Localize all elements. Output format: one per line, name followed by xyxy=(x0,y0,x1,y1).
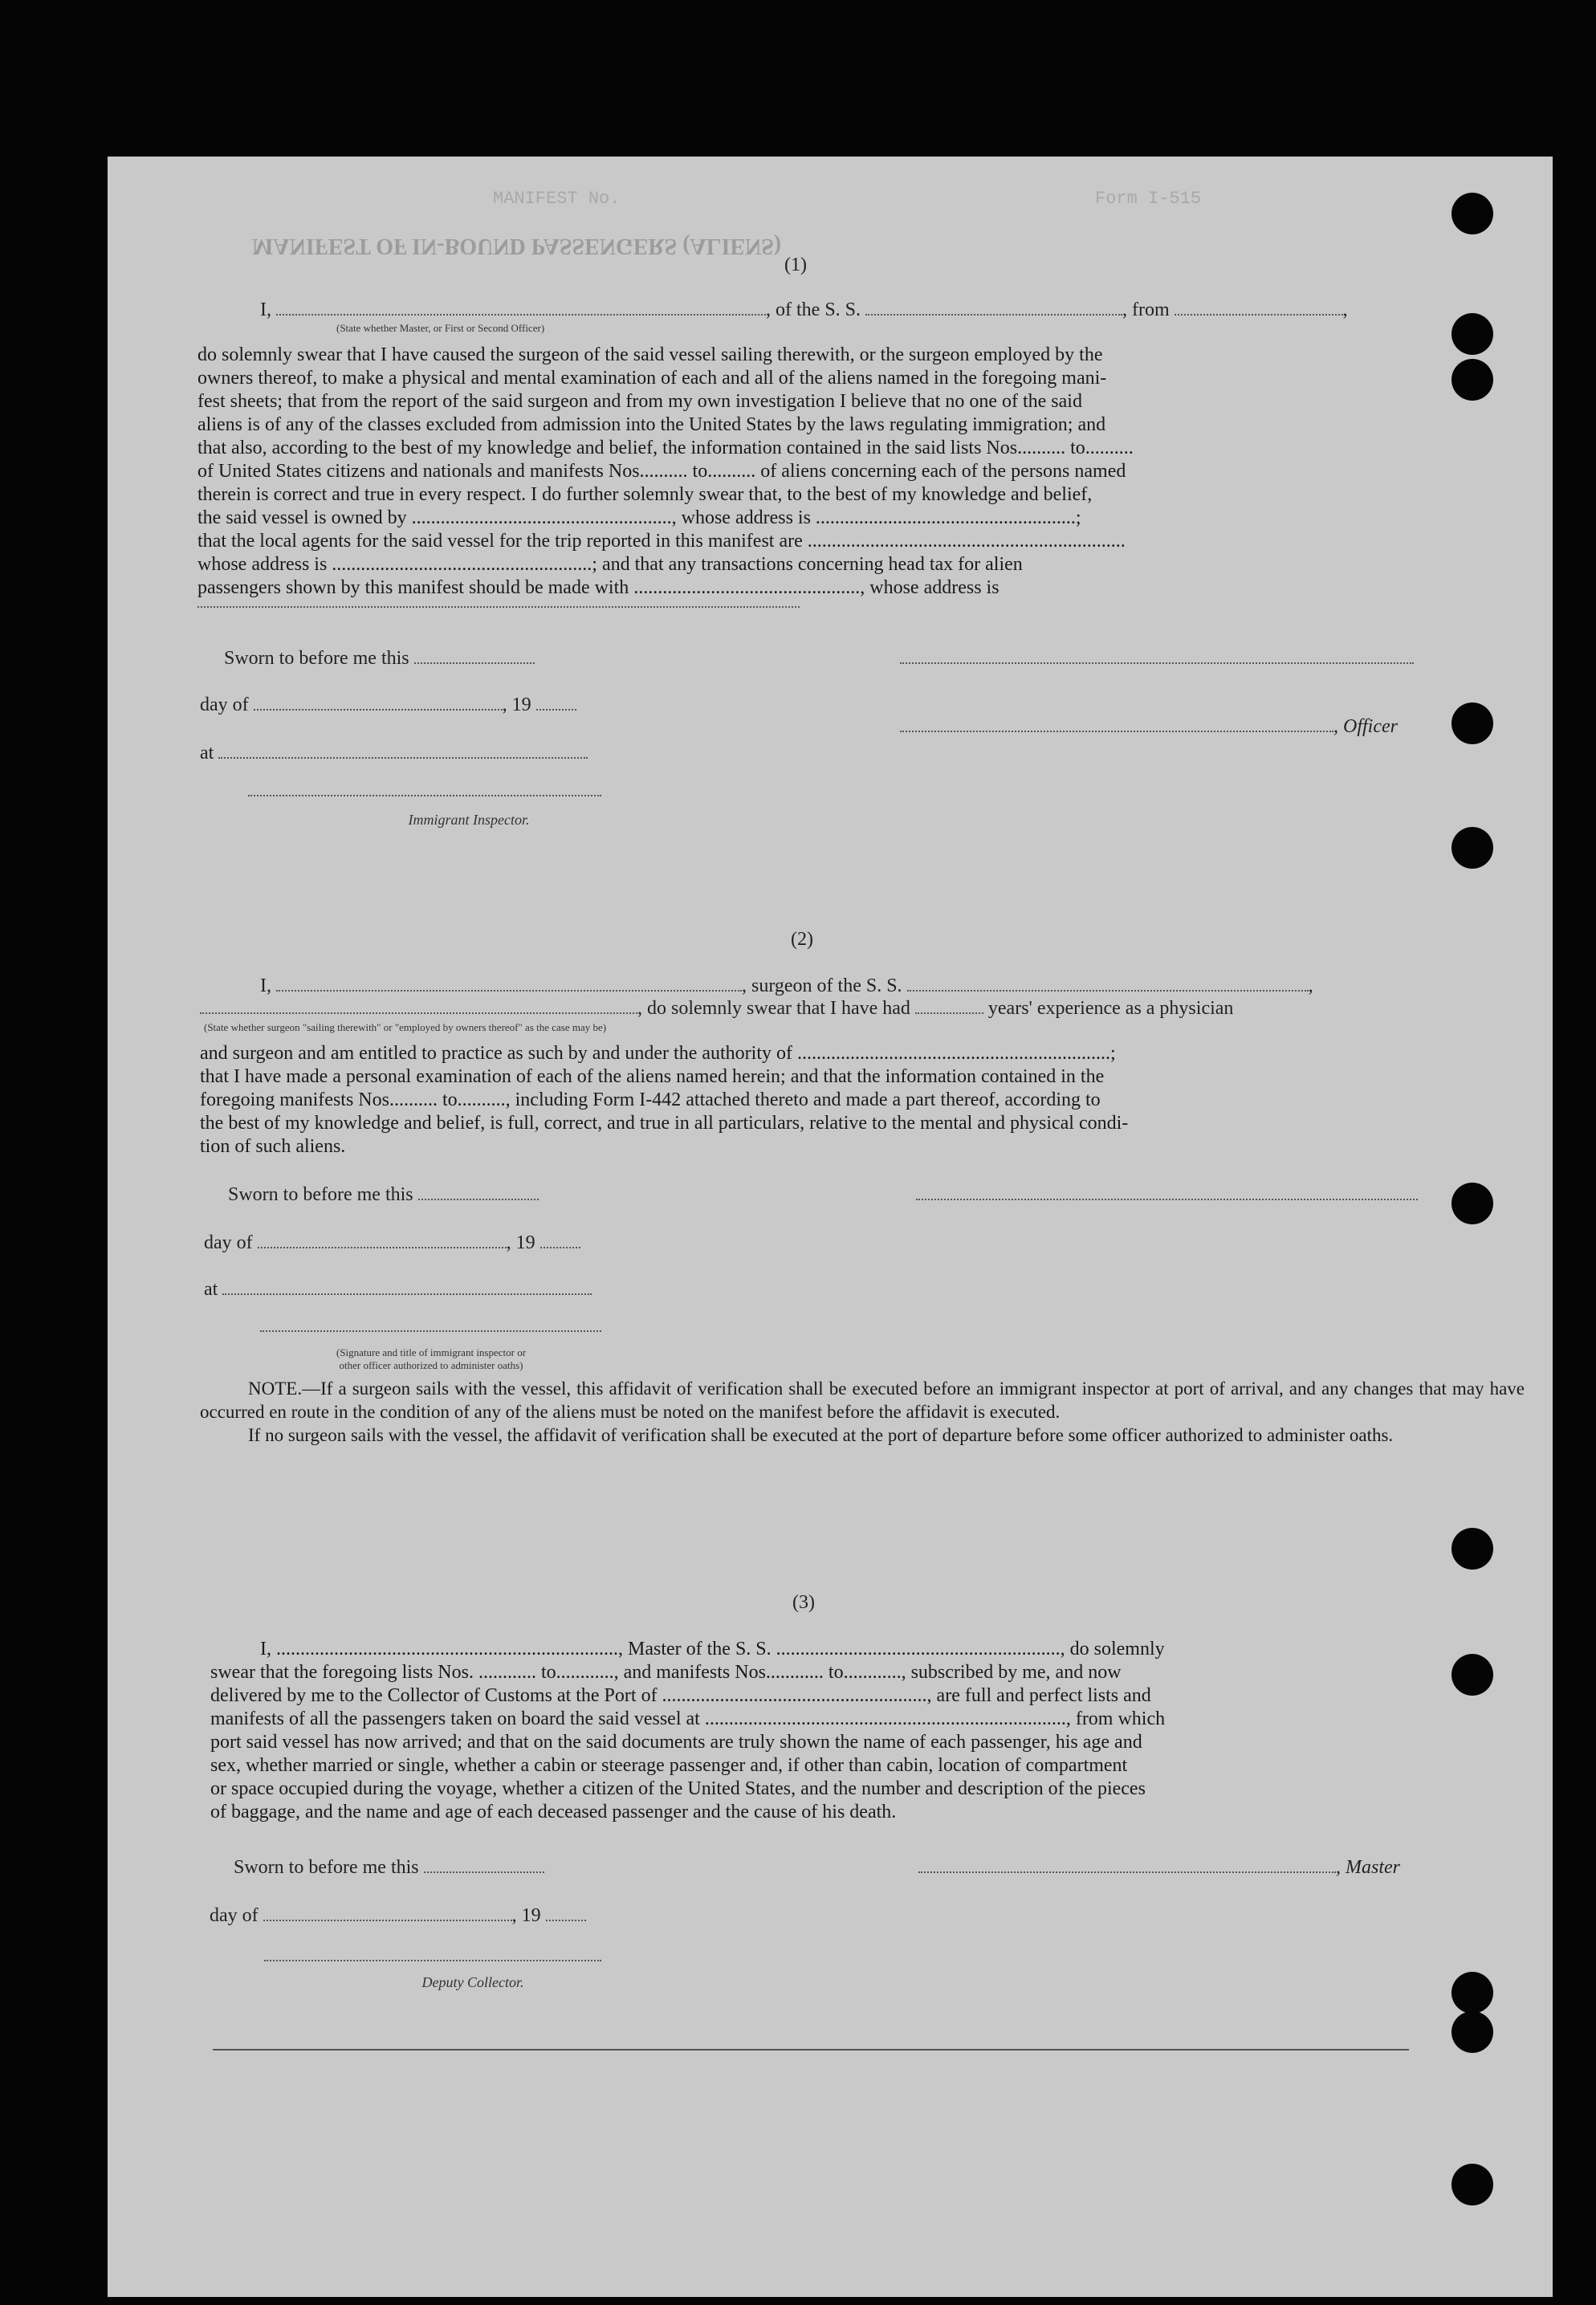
s2-caption-1: (Signature and title of immigrant inspector or xyxy=(336,1346,527,1358)
s1-line: whose address is ......................................................; and that any transactions concerning head tax for alien xyxy=(197,554,1023,575)
s3-sworn-date-field[interactable] xyxy=(424,1857,544,1873)
s3-line: port said vessel has now arrived; and that on the said documents are truly shown the name of each passenger, his age and xyxy=(210,1732,1142,1753)
s1-line: therein is correct and true in every respect. I do further solemnly swear that, to the best of my knowledge and belief, xyxy=(197,484,1093,505)
s1-at-field[interactable] xyxy=(218,743,588,759)
s2-at-field[interactable] xyxy=(222,1279,592,1295)
s1-inspector-caption: Immigrant Inspector. xyxy=(408,812,530,828)
s1-line1: I, , of the S. S. , from , xyxy=(260,299,1348,320)
s1-line: fest sheets; that from the report of the said surgeon and from my own investigation I believe that no one of the said xyxy=(197,391,1082,412)
vessel-name-field[interactable] xyxy=(865,299,1122,316)
punch-hole xyxy=(1451,2011,1493,2053)
s2-line: foregoing manifests Nos.......... to.........., including Form I-442 attached thereto and made a part thereof, according to xyxy=(200,1089,1101,1110)
s2-sworn-date-field[interactable] xyxy=(418,1184,539,1200)
years-experience-field[interactable] xyxy=(915,998,983,1014)
s1-line: that also, according to the best of my knowledge and belief, the information contained in the said lists Nos.......... to.......... xyxy=(197,438,1134,458)
s3-collector-signature-line[interactable] xyxy=(264,1960,601,1961)
s1-line: the said vessel is owned by ......................................................, whose address is ......................................................; xyxy=(197,507,1081,528)
s1-sworn-row: Sworn to before me this xyxy=(224,648,535,670)
form-page xyxy=(108,157,1553,2297)
s2-at-row: at xyxy=(204,1279,592,1301)
s2-day-row: day of , 19 xyxy=(204,1232,580,1254)
s3-line: delivered by me to the Collector of Customs at the Port of ......................................................., are full and perfect lists and xyxy=(210,1685,1151,1706)
surgeon-status-field[interactable] xyxy=(200,998,637,1014)
note-text-2: If no surgeon sails with the vessel, the affidavit of verification shall be executed at the port of departure before some officer authorized to administer oaths. xyxy=(248,1425,1394,1445)
section-3-text xyxy=(210,1638,1527,1824)
s2-sub-caption: (State whether surgeon "sailing therewith" or "employed by owners thereof" as the case may be) xyxy=(204,1021,607,1033)
s1-line: of United States citizens and nationals and manifests Nos.......... to.......... of aliens concerning each of the persons named xyxy=(197,461,1126,482)
s1-year-field[interactable] xyxy=(536,694,576,711)
s3-master-row: , Master xyxy=(918,1857,1400,1879)
s1-line: passengers shown by this manifest should be made with ..............................................., whose address is xyxy=(197,577,1000,598)
note-text-1: —If a surgeon sails with the vessel, this affidavit of verification shall be executed before an immigrant inspector at port of arrival, and any changes that may have occurred en route in the condition of any of the aliens must be noted on the manifest before the affidavit is executed. xyxy=(200,1379,1525,1422)
surgeon-name-field[interactable] xyxy=(276,975,742,992)
from-port-field[interactable] xyxy=(1175,299,1343,316)
s2-inspector-signature-line[interactable] xyxy=(260,1330,601,1332)
bleed-title: MANIFEST OF IN-BOUND PASSENGERS (ALIENS) xyxy=(252,234,782,259)
s3-line: swear that the foregoing lists Nos. ............ to............, and manifests Nos............ to............, subscribed by me, and now xyxy=(210,1662,1122,1683)
s2-line: that I have made a personal examination of each of the aliens named herein; and that the information contained in the xyxy=(200,1066,1105,1087)
s1-day-row: day of , 19 xyxy=(200,694,576,716)
s2-line: tion of such aliens. xyxy=(200,1136,346,1157)
s1-sworn-date-field[interactable] xyxy=(414,648,535,664)
s3-collector-caption: Deputy Collector. xyxy=(421,1974,524,1990)
s3-line: I, ......................................................................., Master of the S. S. ..........................................................., do solemnly xyxy=(260,1639,1165,1660)
punch-hole xyxy=(1451,359,1493,401)
punch-hole xyxy=(1451,193,1493,234)
s1-line: owners thereof, to make a physical and mental examination of each and all of the aliens named in the foregoing mani- xyxy=(197,368,1107,389)
s1-officer-row: , Officer xyxy=(900,716,1398,738)
punch-hole xyxy=(1451,1183,1493,1224)
s2-signature-line[interactable] xyxy=(916,1199,1418,1200)
punch-hole xyxy=(1451,2164,1493,2205)
bleed-header: MANIFEST No. xyxy=(493,189,621,209)
note-label: NOTE. xyxy=(248,1379,303,1399)
master-name-field[interactable] xyxy=(276,299,766,316)
s2-day-field[interactable] xyxy=(258,1232,507,1248)
punch-hole xyxy=(1451,827,1493,869)
s2-note xyxy=(200,1377,1525,1447)
s1-at-row: at xyxy=(200,743,588,764)
s3-line: manifests of all the passengers taken on board the said vessel at ..........................................................................., from which xyxy=(210,1708,1166,1729)
s1-address-continuation-line[interactable] xyxy=(197,606,800,608)
s1-sub-caption: (State whether Master, or First or Second Officer) xyxy=(336,322,545,334)
s1-signature-line[interactable] xyxy=(900,662,1414,664)
punch-hole xyxy=(1451,313,1493,355)
s1-officer-field[interactable] xyxy=(900,716,1333,732)
s2-year-field[interactable] xyxy=(540,1232,580,1248)
s2-line1: I, , surgeon of the S. S. , xyxy=(260,975,1313,996)
s3-day-field[interactable] xyxy=(263,1905,512,1921)
bottom-rule xyxy=(213,2049,1409,2050)
punch-hole xyxy=(1451,1654,1493,1696)
s2-line2: , do solemnly swear that I have had years' experience as a physician xyxy=(200,998,1233,1020)
punch-hole xyxy=(1451,1528,1493,1570)
s2-sworn-row: Sworn to before me this xyxy=(228,1184,539,1206)
s3-day-row: day of , 19 xyxy=(210,1905,586,1927)
bleed-form: Form I-515 xyxy=(1095,189,1202,209)
s2-caption-2: other officer authorized to administer oaths) xyxy=(339,1359,523,1371)
s2-vessel-field[interactable] xyxy=(907,975,1309,992)
s2-line: and surgeon and am entitled to practice as such by and under the authority of .................................................................; xyxy=(200,1043,1116,1064)
s1-line: that the local agents for the said vessel for the trip reported in this manifest are .................................................................. xyxy=(197,531,1126,552)
punch-hole xyxy=(1451,1972,1493,2014)
section-1-number: (1) xyxy=(784,255,807,275)
punch-hole xyxy=(1451,702,1493,744)
s1-inspector-signature-line[interactable] xyxy=(248,795,601,796)
s3-line: or space occupied during the voyage, whether a citizen of the United States, and the number and description of the pieces xyxy=(210,1778,1146,1799)
section-3-number: (3) xyxy=(792,1592,815,1613)
section-2-number: (2) xyxy=(791,929,813,950)
s3-year-field[interactable] xyxy=(546,1905,586,1921)
s3-line: of baggage, and the name and age of each deceased passenger and the cause of his death. xyxy=(210,1802,897,1822)
section-2-body xyxy=(200,1042,1521,1159)
s3-master-signature-field[interactable] xyxy=(918,1857,1336,1873)
s3-line: sex, whether married or single, whether a cabin or steerage passenger and, if other than cabin, location of compartment xyxy=(210,1755,1128,1776)
s1-day-field[interactable] xyxy=(254,694,503,711)
s1-line: do solemnly swear that I have caused the surgeon of the said vessel sailing therewith, or the surgeon employed by the xyxy=(197,344,1103,365)
s2-line: the best of my knowledge and belief, is full, correct, and true in all particulars, relative to the mental and physical condi- xyxy=(200,1113,1129,1134)
section-1-body xyxy=(197,344,1518,600)
s3-sworn-row: Sworn to before me this xyxy=(234,1857,544,1879)
s1-line: aliens is of any of the classes excluded from admission into the United States by the laws regulating immigration; and xyxy=(197,414,1106,435)
